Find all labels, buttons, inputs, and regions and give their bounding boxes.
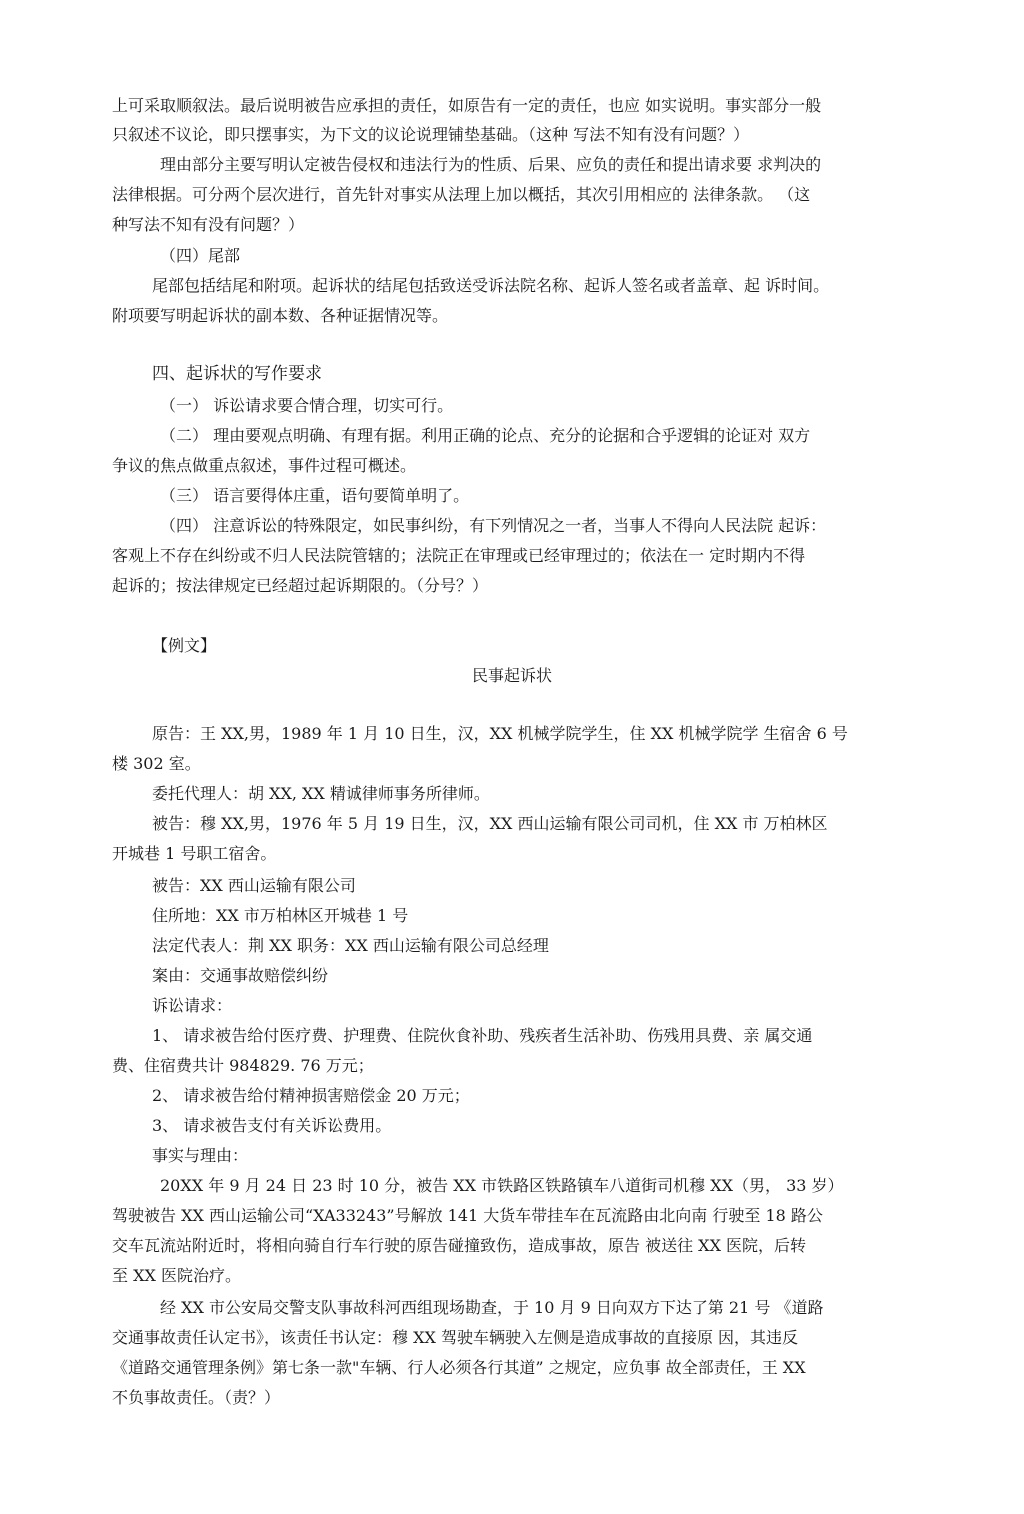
paragraph-line: 只叙述不议论，即只摆事实，为下文的议论说理铺垫基础。（这种 写法不知有没有问题？） — [112, 125, 750, 144]
paragraph-line: 费、住宿费共计 984829. 76 万元； — [112, 1056, 374, 1075]
subheading: （四）尾部 — [160, 246, 241, 265]
example-title: 民事起诉状 — [471, 666, 552, 685]
list-item: （一） 诉讼请求要合情合理，切实可行。 — [160, 396, 454, 415]
paragraph-line: 法律根据。可分两个层次进行，首先针对事实从法理上加以概括，其次引用相应的 法律条款。 （这 — [112, 185, 811, 204]
list-item: （四） 注意诉讼的特殊限定，如民事纠纷，有下列情况之一者，当事人不得向人民法院 起诉： — [160, 516, 827, 535]
paragraph-line: 至 XX 医院治疗。 — [112, 1266, 241, 1285]
paragraph-line: 驾驶被告 XX 西山运输公司“XA33243”号解放 141 大货车带挂车在瓦流路由北向南 行驶至 18 路公 — [112, 1206, 823, 1225]
paragraph-line: 原告：王 XX,男，1989 年 1 月 10 日生，汉，XX 机械学院学生，住 XX 机械学院学 生宿舍 6 号 — [152, 724, 848, 743]
paragraph-line: 交通事故责任认定书》，该责任书认定：穆 XX 驾驶车辆驶入左侧是造成事故的直接原 因，其违反 — [112, 1328, 799, 1347]
paragraph-line: 上可采取顺叙法。最后说明被告应承担的责任，如原告有一定的责任，也应 如实说明。事实部分一般 — [112, 96, 822, 115]
section-heading: 四、起诉状的写作要求 — [152, 364, 322, 384]
example-label: 【例文】 — [152, 636, 217, 655]
list-item: 1、 请求被告给付医疗费、护理费、住院伙食补助、残疾者生活补助、伤残用具费、亲 属交通 — [152, 1026, 813, 1045]
paragraph-line: 20XX 年 9 月 24 日 23 时 10 分，被告 XX 市铁路区铁路镇车八道街司机穆 XX（男， 33 岁） — [160, 1176, 844, 1195]
paragraph-line: 被告：穆 XX,男，1976 年 5 月 19 日生，汉，XX 西山运输有限公司司机，住 XX 市 万柏林区 — [152, 814, 828, 833]
paragraph-line: 交车瓦流站附近时，将相向骑自行车行驶的原告碰撞致伤，造成事故，原告 被送往 XX 医院，后转 — [112, 1236, 807, 1255]
paragraph-line: 尾部包括结尾和附项。起诉状的结尾包括致送受诉法院名称、起诉人签名或者盖章、起 诉时间。 — [152, 276, 830, 295]
paragraph-line: 争议的焦点做重点叙述，事件过程可概述。 — [112, 456, 417, 475]
list-item: （二） 理由要观点明确、有理有据。利用正确的论点、充分的论据和合乎逻辑的论证对 双方 — [160, 426, 811, 445]
paragraph-line: 开城巷 1 号职工宿舍。 — [112, 844, 277, 863]
list-item: 2、 请求被告给付精神损害赔偿金 20 万元； — [152, 1086, 470, 1105]
paragraph-line: 经 XX 市公安局交警支队事故科河西组现场勘查，于 10 月 9 日向双方下达了第 21 号 《道路 — [160, 1298, 824, 1317]
paragraph-line: 起诉的；按法律规定已经超过起诉期限的。（分号？） — [112, 576, 489, 595]
paragraph-line: 《道路交通管理条例》第七条一款"车辆、行人必须各行其道” 之规定，应负事 故全部责任，王 XX — [112, 1358, 806, 1377]
list-item: 3、 请求被告支付有关诉讼费用。 — [152, 1116, 392, 1135]
paragraph-line: 事实与理由： — [152, 1146, 249, 1165]
paragraph-line: 被告：XX 西山运输有限公司 — [152, 876, 356, 895]
paragraph-line: 委托代理人：胡 XX, XX 精诚律师事务所律师。 — [152, 784, 490, 803]
paragraph-line: 案由：交通事故赔偿纠纷 — [152, 966, 329, 985]
paragraph-line: 楼 302 室。 — [112, 754, 201, 773]
paragraph-line: 种写法不知有没有问题？） — [112, 215, 305, 234]
paragraph-line: 住所地：XX 市万柏林区开城巷 1 号 — [152, 906, 409, 925]
paragraph-line: 附项要写明起诉状的副本数、各种证据情况等。 — [112, 306, 449, 325]
paragraph-line: 客观上不存在纠纷或不归人民法院管辖的；法院正在审理或已经审理过的；依法在一 定时期内不得 — [112, 546, 806, 565]
list-item: （三） 语言要得体庄重，语句要简单明了。 — [160, 486, 470, 505]
paragraph-line: 不负事故责任。（责？） — [112, 1388, 281, 1407]
paragraph-line: 理由部分主要写明认定被告侵权和违法行为的性质、后果、应负的责任和提出请求要 求判决的 — [160, 155, 822, 174]
paragraph-line: 法定代表人：荆 XX 职务：XX 西山运输有限公司总经理 — [152, 936, 549, 955]
paragraph-line: 诉讼请求： — [152, 996, 233, 1015]
